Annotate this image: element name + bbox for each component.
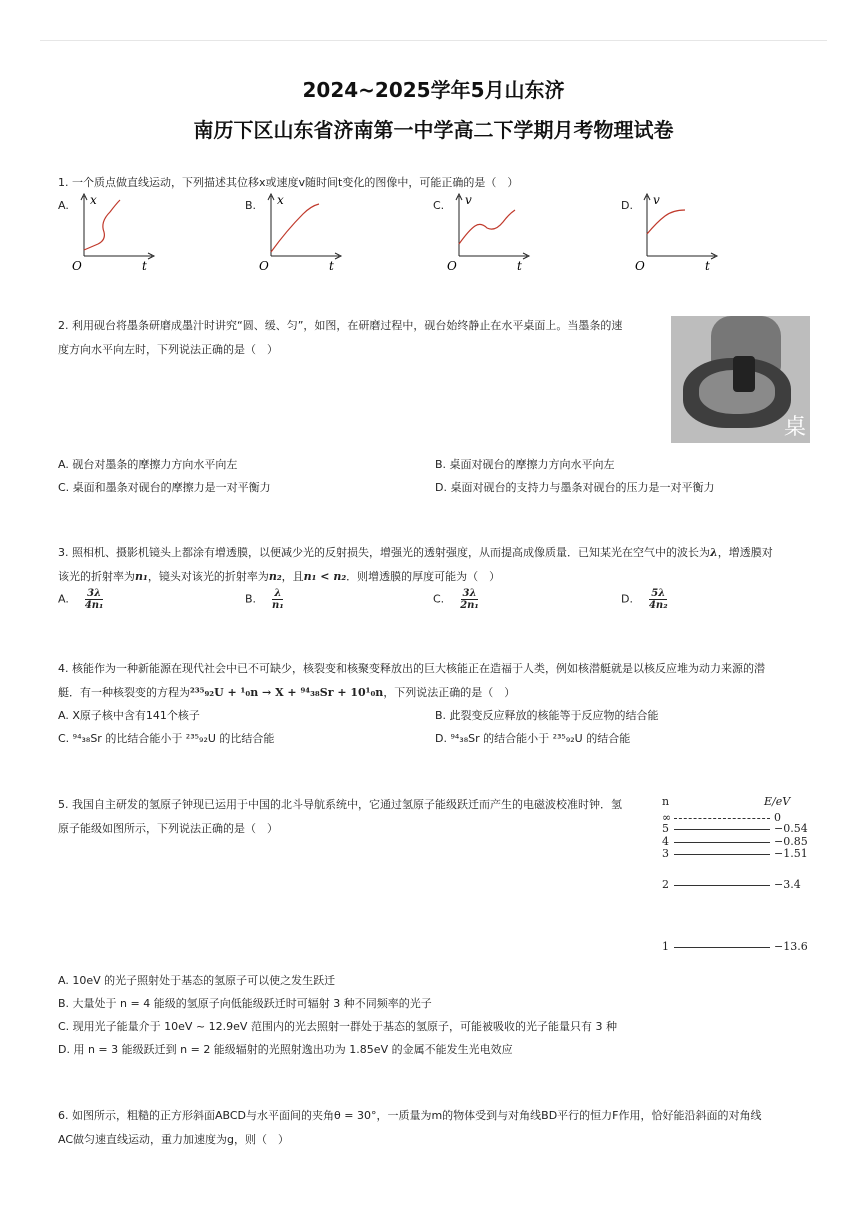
q3-text-2c: ，且 <box>281 570 304 583</box>
level-n: 5 <box>662 822 669 835</box>
q3-text-1b: ，增透膜对 <box>717 546 773 559</box>
q3-text-2a: 该光的折射率为 <box>58 570 135 583</box>
ink-stick <box>733 356 755 392</box>
q3-a-fraction <box>83 588 106 611</box>
x-axis-label: t <box>142 259 147 272</box>
energy-axis-label: E/eV <box>764 795 791 808</box>
q3-b-den: n₁ <box>272 600 284 611</box>
q3-c-num: 3λ <box>462 588 477 599</box>
q3-n1: n₁ <box>135 570 148 583</box>
level-energy: −0.54 <box>774 822 808 835</box>
q3-stem-line2 <box>58 566 500 588</box>
level-line <box>674 829 770 830</box>
q1-curve <box>647 210 685 234</box>
q1-option-c[interactable] <box>433 192 543 272</box>
q3-stem-line1 <box>58 542 773 564</box>
q5-option-a[interactable]: A. 10eV 的光子照射处于基态的氢原子可以使之发生跃迁 <box>58 974 336 987</box>
q3-option-b[interactable] <box>245 588 286 611</box>
q1-option-d[interactable] <box>621 192 731 272</box>
q1-stem: 1. 一个质点做直线运动，下列描述其位移x或速度v随时间t变化的图像中，可能正确的是（ ） <box>58 176 519 189</box>
y-axis-label: x <box>90 193 97 207</box>
q1-option-label: B. <box>245 199 257 212</box>
origin-label: O <box>72 259 82 272</box>
q3-c-fraction <box>458 588 481 611</box>
q1-graph <box>257 192 357 272</box>
level-energy: 0 <box>774 811 781 824</box>
q1-graph <box>633 192 733 272</box>
y-axis-label: v <box>653 193 660 207</box>
inkstone-photo <box>671 316 810 443</box>
paper-title-line2: 南历下区山东省济南第一中学高二下学期月考物理试卷 <box>193 118 674 142</box>
q6-stem-line1: 6. 如图所示，粗糙的正方形斜面ABCD与水平面间的夹角θ = 30°，一质量为m的物体受到与对角线BD平行的恒力F作用，恰好能沿斜面的对角线 <box>58 1109 762 1122</box>
level-energy: −3.4 <box>774 878 801 891</box>
q5-option-d[interactable]: D. 用 n = 3 能级跃迁到 n = 2 能级辐射的光照射逸出功为 1.85eV 的金属不能发生光电效应 <box>58 1043 513 1056</box>
q1-option-label: C. <box>433 199 445 212</box>
q2-option-b[interactable]: B. 桌面对砚台的摩擦力方向水平向左 <box>435 458 615 471</box>
q3-d-fraction <box>647 588 670 611</box>
q1-graph <box>70 192 170 272</box>
q6-stem-line2: AC做匀速直线运动，重力加速度为g，则（ ） <box>58 1133 289 1146</box>
energy-level-row <box>660 940 810 954</box>
q4-stem-line2 <box>58 682 515 704</box>
level-line <box>674 818 770 819</box>
x-axis-label: t <box>705 259 710 272</box>
energy-level-diagram <box>660 795 810 965</box>
q3-c-label: C. <box>433 592 445 606</box>
photo-watermark: 桌 <box>783 415 806 440</box>
q5-stem-line1: 5. 我国自主研发的氢原子钟现已运用于中国的北斗导航系统中，它通过氢原子能级跃迁而产生的电磁波校准时钟．氢 <box>58 798 622 811</box>
origin-label: O <box>259 259 269 272</box>
q4-fission-equation: ²³⁵₉₂U + ¹₀n → X + ⁹⁴₃₈Sr + 10¹₀n <box>190 686 384 699</box>
q5-option-c[interactable]: C. 现用光子能量介于 10eV ~ 12.9eV 范围内的光去照射一群处于基态的氢原子，可能被吸收的光子能量只有 3 种 <box>58 1020 617 1033</box>
x-axis-label: t <box>517 259 522 272</box>
q3-b-fraction <box>270 588 286 611</box>
q4-option-a[interactable]: A. X原子核中含有141个核子 <box>58 709 200 722</box>
level-n: 4 <box>662 835 669 848</box>
y-axis-label: v <box>465 193 472 207</box>
q3-text-2d: ．则增透膜的厚度可能为（ ） <box>346 570 501 583</box>
level-line <box>674 854 770 855</box>
x-axis-label: t <box>329 259 334 272</box>
q3-d-label: D. <box>621 592 633 606</box>
q3-d-den: 4n₂ <box>648 600 668 611</box>
level-line <box>674 885 770 886</box>
level-line <box>674 842 770 843</box>
q1-option-label: D. <box>621 199 633 212</box>
q5-option-b[interactable]: B. 大量处于 n = 4 能级的氢原子向低能级跃迁时可辐射 3 种不同频率的光子 <box>58 997 432 1010</box>
energy-level-row <box>660 847 810 861</box>
energy-level-row <box>660 878 810 892</box>
level-n: ∞ <box>662 811 672 824</box>
y-axis-label: x <box>277 193 284 207</box>
q3-b-num: λ <box>274 588 282 599</box>
q3-option-d[interactable] <box>621 588 670 611</box>
origin-label: O <box>447 259 457 272</box>
level-energy: −1.51 <box>774 847 808 860</box>
energy-level-row <box>660 822 810 836</box>
q3-lambda: λ <box>710 546 718 559</box>
q2-stem-line1: 2. 利用砚台将墨条研磨成墨汁时讲究“圆、缓、匀”，如图，在研磨过程中，砚台始终静止在水平桌面上。当墨条的速 <box>58 319 623 332</box>
q1-curve <box>459 210 515 244</box>
q4-stem-line1: 4. 核能作为一种新能源在现代社会中已不可缺少，核裂变和核聚变释放出的巨大核能正在造福于人类，例如核潜艇就是以核反应堆为动力来源的潜 <box>58 662 765 675</box>
level-energy: −13.6 <box>774 940 808 953</box>
q3-text-1a: 3. 照相机、摄影机镜头上都涂有增透膜，以便减少光的反射损失，增强光的透射强度，从而提高成像质量．已知某光在空气中的波长为 <box>58 546 710 559</box>
q1-option-label: A. <box>58 199 69 212</box>
q4-text-2a: 艇．有一种核裂变的方程为 <box>58 686 190 699</box>
q2-option-a[interactable]: A. 砚台对墨条的摩擦力方向水平向左 <box>58 458 238 471</box>
level-n: 2 <box>662 878 669 891</box>
q1-curve <box>84 200 120 250</box>
paper-title-line1: 2024~2025学年5月山东济 <box>302 78 565 102</box>
origin-label: O <box>635 259 645 272</box>
q1-option-b[interactable] <box>245 192 355 272</box>
q3-n2: n₂ <box>268 570 282 583</box>
q3-b-label: B. <box>245 592 257 606</box>
q2-option-d[interactable]: D. 桌面对砚台的支持力与墨条对砚台的压力是一对平衡力 <box>435 481 715 494</box>
q4-option-b[interactable]: B. 此裂变反应释放的核能等于反应物的结合能 <box>435 709 659 722</box>
q3-a-num: 3λ <box>87 588 102 599</box>
q1-graph <box>445 192 545 272</box>
level-n: 3 <box>662 847 669 860</box>
q4-text-2b: ，下列说法正确的是（ ） <box>383 686 516 699</box>
q3-a-label: A. <box>58 592 69 606</box>
level-line <box>674 947 770 948</box>
level-n: 1 <box>662 940 669 953</box>
n-axis-label: n <box>662 795 670 808</box>
q2-stem-line2: 度方向水平向左时，下列说法正确的是（ ） <box>58 343 278 356</box>
q3-d-num: 5λ <box>651 588 666 599</box>
q3-a-den: 4n₁ <box>84 600 104 611</box>
top-divider <box>40 40 827 41</box>
q5-stem-line2: 原子能级如图所示，下列说法正确的是（ ） <box>58 822 278 835</box>
q3-option-a[interactable] <box>58 588 105 611</box>
q3-inequality: n₁ < n₂ <box>303 570 347 583</box>
q1-curve <box>271 204 319 252</box>
level-energy: −0.85 <box>774 835 808 848</box>
q4-option-c[interactable]: C. ⁹⁴₃₈Sr 的比结合能小于 ²³⁵₉₂U 的比结合能 <box>58 732 275 745</box>
q3-c-den: 2n₁ <box>460 600 479 611</box>
q3-text-2b: ，镜头对该光的折射率为 <box>147 570 269 583</box>
q4-option-d[interactable]: D. ⁹⁴₃₈Sr 的结合能小于 ²³⁵₉₂U 的结合能 <box>435 732 631 745</box>
q2-option-c[interactable]: C. 桌面和墨条对砚台的摩擦力是一对平衡力 <box>58 481 271 494</box>
q1-option-a[interactable] <box>58 192 168 272</box>
q3-option-c[interactable] <box>433 588 481 611</box>
